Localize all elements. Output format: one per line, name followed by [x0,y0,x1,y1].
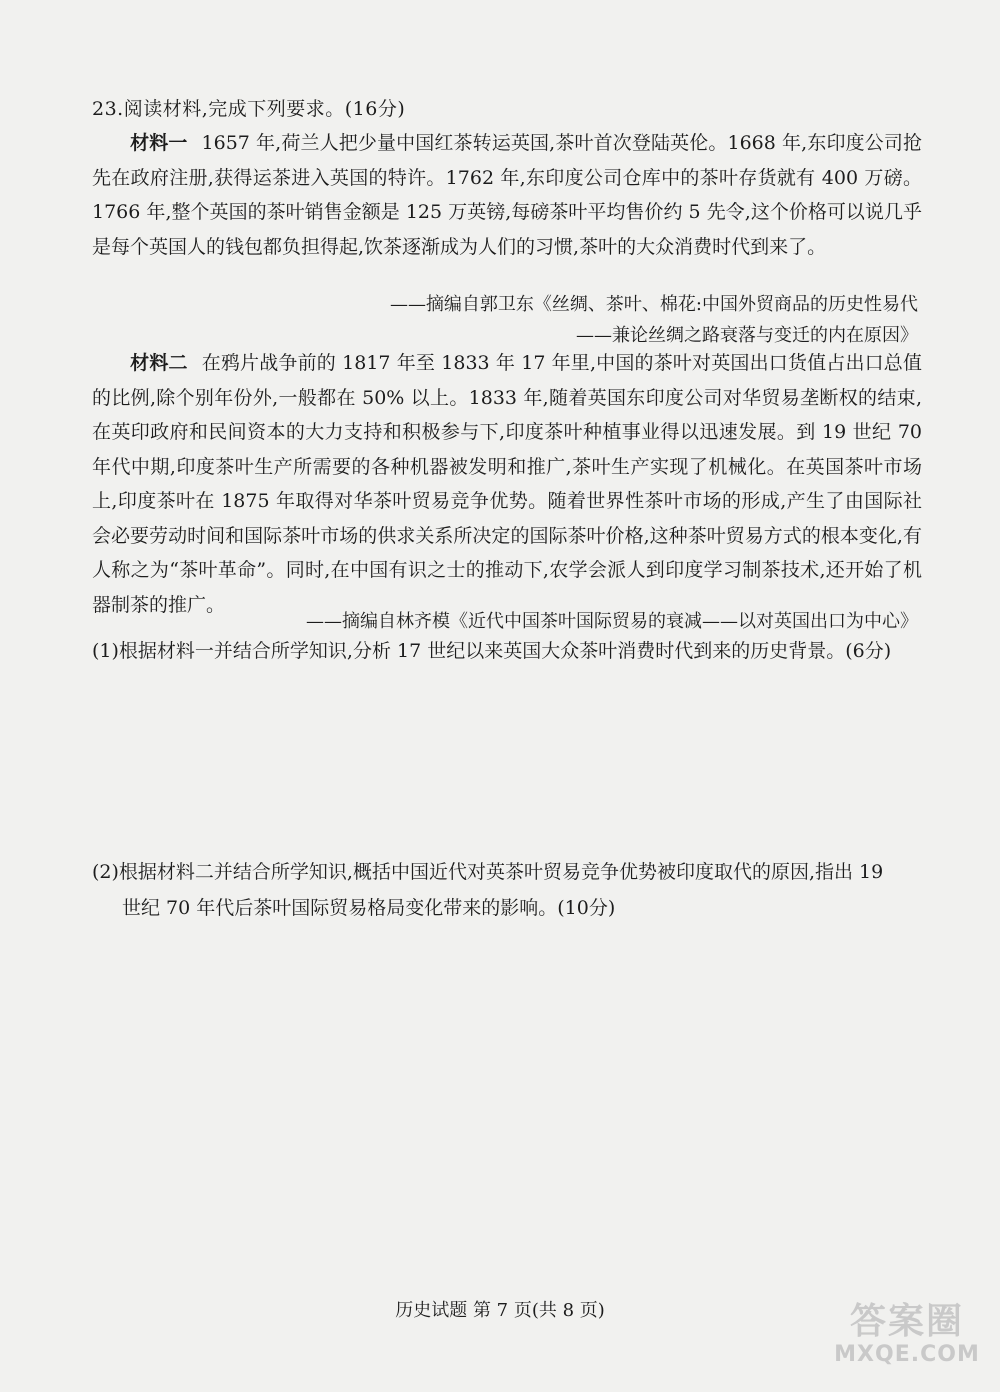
material-one [92,126,922,264]
question-title: 23.阅读材料,完成下列要求。(16分) [92,98,406,120]
watermark-bottom: MXQE.COM [834,1342,980,1367]
watermark-logo [832,1302,982,1374]
material-two-label: 材料二 [130,352,188,374]
watermark-top: 答案圈 [849,1301,964,1342]
material-one-label: 材料一 [130,132,188,154]
sub-question-two-line2: 世纪 70 年代后茶叶国际贸易格局变化带来的影响。(10分) [122,897,616,919]
sub-question-two-line1: (2)根据材料二并结合所学知识,概括中国近代对英茶叶贸易竞争优势被印度取代的原因,指出 19 [92,861,884,883]
material-two-source: ——摘编自林齐模《近代中国茶叶国际贸易的衰减——以对英国出口为中心》 [306,611,918,632]
page-footer: 历史试题 第 7 页(共 8 页) [395,1300,605,1321]
material-one-text: 1657 年,荷兰人把少量中国红茶转运英国,茶叶首次登陆英伦。1668 年,东印度公司抢先在政府注册,获得运茶进入英国的特许。1762 年,东印度公司仓库中的茶叶存货就有 400 万磅。1766 年,整个英国的茶叶销售金额是 125 万英镑,每磅茶叶平均售价约 5 先令,这个价格可以说几乎是每个英国人的钱包都负担得起,饮茶逐渐成为人们的习惯,茶叶的大众消费时代到来了。 [92,132,922,258]
material-one-source-line2: ——兼论丝绸之路衰落与变迁的内在原因》 [576,325,918,346]
sub-question-one: (1)根据材料一并结合所学知识,分析 17 世纪以来英国大众茶叶消费时代到来的历史背景。(6分) [92,640,892,662]
sub-question-two [92,854,922,926]
material-one-source-line1: ——摘编自郭卫东《丝绸、茶叶、棉花:中国外贸商品的历史性易代 [389,294,918,315]
material-two-text: 在鸦片战争前的 1817 年至 1833 年 17 年里,中国的茶叶对英国出口货值占出口总值的比例,除个别年份外,一般都在 50% 以上。1833 年,随着英国东印度公司对华贸易垄断权的结束,在英印政府和民间资本的大力支持和积极参与下,印度茶叶种植事业得以迅速发展。到 19 世纪 70 年代中期,印度茶叶生产所需要的各种机器被发明和推广,茶叶生产实现了机械化。在英国茶叶市场上,印度茶叶在 1875 年取得对华茶叶贸易竞争优势。随着世界性茶叶市场的形成,产生了由国际社会必要劳动时间和国际茶叶市场的供求关系所决定的国际茶叶价格,这种茶叶贸易方式的根本变化,有人称之为“茶叶革命”。同时,在中国有识之士的推动下,农学会派人到印度学习制茶技术,还开始了机器制茶的推广。 [92,352,922,616]
material-two [92,346,922,622]
